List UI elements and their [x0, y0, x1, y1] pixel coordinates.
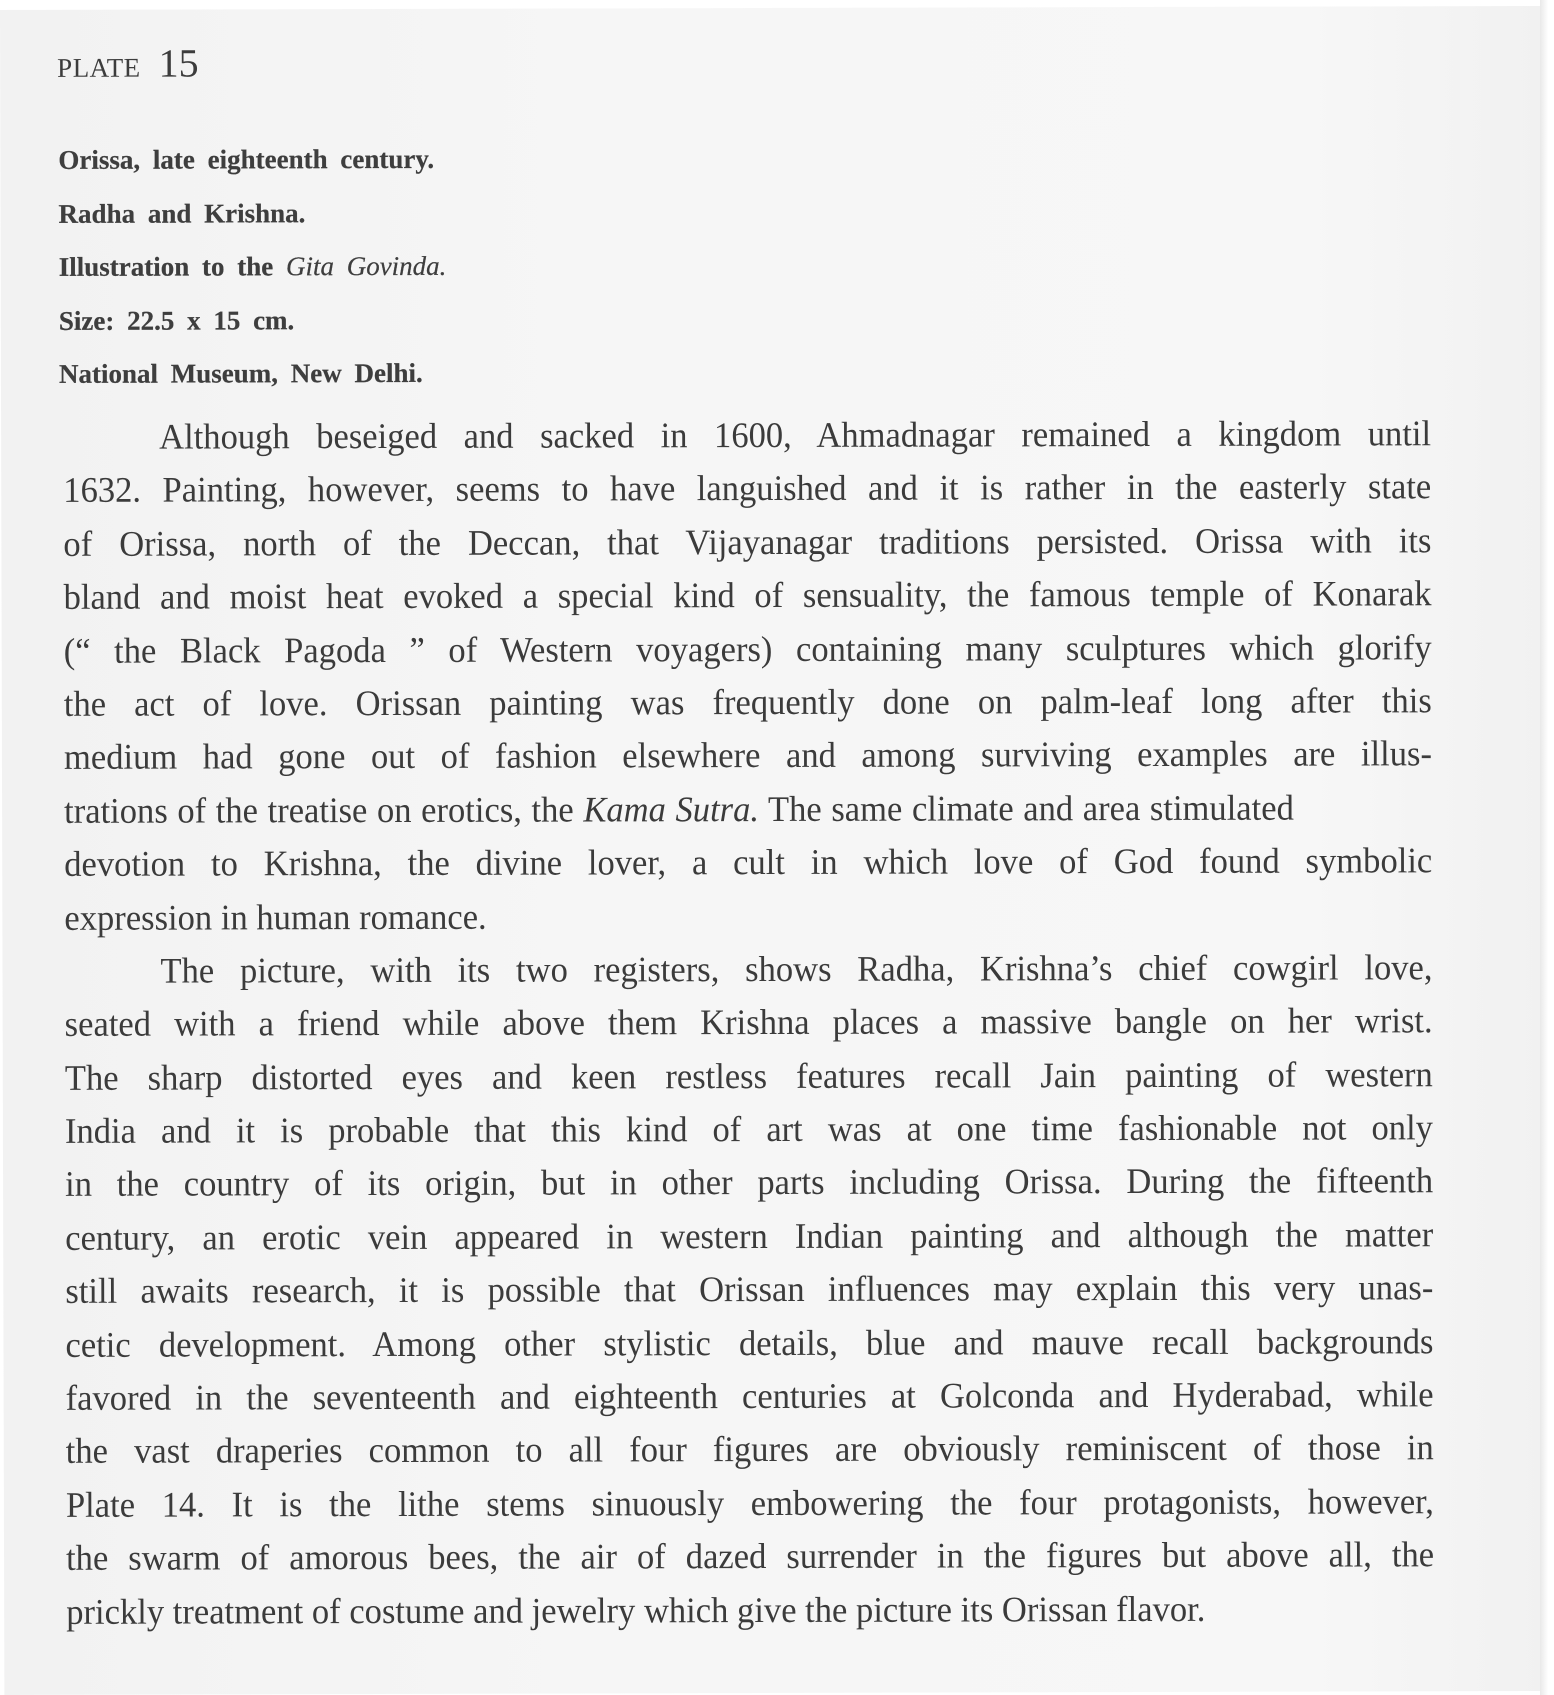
- text-line: medium had gone out of fashion elsewhere and among surviving examples are illus-: [63, 733, 1433, 778]
- caption-size: Size: 22.5 x 15 cm.: [58, 304, 295, 336]
- plate-number: 15: [158, 40, 199, 86]
- text-line: century, an erotic vein appeared in western Indian painting and although the matter: [65, 1214, 1434, 1258]
- text-line: The sharp distorted eyes and keen restless features recall Jain painting of western: [64, 1053, 1433, 1098]
- text-line: seated with a friend while above them Krishna places a massive bangle on her wrist.: [64, 1000, 1433, 1045]
- text-line: (“ the Black Pagoda ” of Western voyagers) containing many sculptures which glorify: [63, 626, 1432, 671]
- text-line: the act of love. Orissan painting was frequently done on palm-leaf long after this: [63, 680, 1432, 724]
- caption-subject: Radha and Krishna.: [58, 197, 306, 229]
- text-line: expression in human romance.: [64, 896, 487, 938]
- text-line: the swarm of amorous bees, the air of dazed surrender in the figures but above all, the: [66, 1534, 1435, 1579]
- plate-heading: [57, 39, 199, 86]
- caption-origin: Orissa, late eighteenth century.: [58, 143, 435, 175]
- caption-illustration-title: Gita Govinda.: [285, 250, 447, 282]
- text-line: bland and moist heat evoked a special kind of sensuality, the famous temple of Konarak: [63, 573, 1432, 618]
- text-line: Although beseiged and sacked in 1600, Ahmadnagar remained a kingdom until: [159, 413, 1432, 457]
- text-line: 1632. Painting, however, seems to have languished and it is rather in the easterly state: [63, 466, 1432, 511]
- text-segment: The same climate and area stimulated: [758, 787, 1294, 829]
- plate-label: PLATE: [57, 52, 141, 83]
- caption-collection: National Museum, New Delhi.: [58, 357, 423, 389]
- text-line: the vast draperies common to all four figures are obviously reminiscent of those in: [65, 1427, 1434, 1472]
- text-line: devotion to Krishna, the divine lover, a cult in which love of God found symbolic: [64, 840, 1433, 884]
- text-line: of Orissa, north of the Deccan, that Vijayanagar traditions persisted. Orissa with its: [63, 520, 1432, 564]
- italic-title: Kama Sutra.: [583, 788, 760, 830]
- text-line: still awaits research, it is possible that Orissan influences may explain this very unas-: [65, 1267, 1434, 1312]
- paragraph-2: [64, 941, 1486, 1639]
- book-page: [0, 6, 1544, 1695]
- paragraph-1: [63, 407, 1484, 945]
- text-line: [64, 781, 1432, 838]
- text-line: cetic development. Among other stylistic details, blue and mauve recall backgrounds: [65, 1320, 1434, 1365]
- page-edge-shadow: [1540, 0, 1554, 1695]
- body-text: [63, 407, 1486, 1639]
- text-line: prickly treatment of costume and jewelry which give the picture its Orissan flavor.: [66, 1588, 1206, 1632]
- text-line: Plate 14. It is the lithe stems sinuously embowering the four protagonists, however,: [65, 1481, 1434, 1525]
- text-line: in the country of its origin, but in other parts including Orissa. During the fifteenth: [65, 1160, 1434, 1205]
- text-segment: trations of the treatise on erotics, the: [64, 789, 584, 831]
- caption-illustration-prefix: Illustration to the: [58, 251, 274, 282]
- plate-caption: [58, 133, 446, 402]
- text-line: India and it is probable that this kind of art was at one time fashionable not only: [64, 1107, 1433, 1151]
- caption-illustration: [59, 240, 447, 295]
- text-line: favored in the seventeenth and eighteenth centuries at Golconda and Hyderabad, while: [65, 1374, 1434, 1418]
- text-line: The picture, with its two registers, shows Radha, Krishna’s chief cowgirl love,: [160, 947, 1433, 991]
